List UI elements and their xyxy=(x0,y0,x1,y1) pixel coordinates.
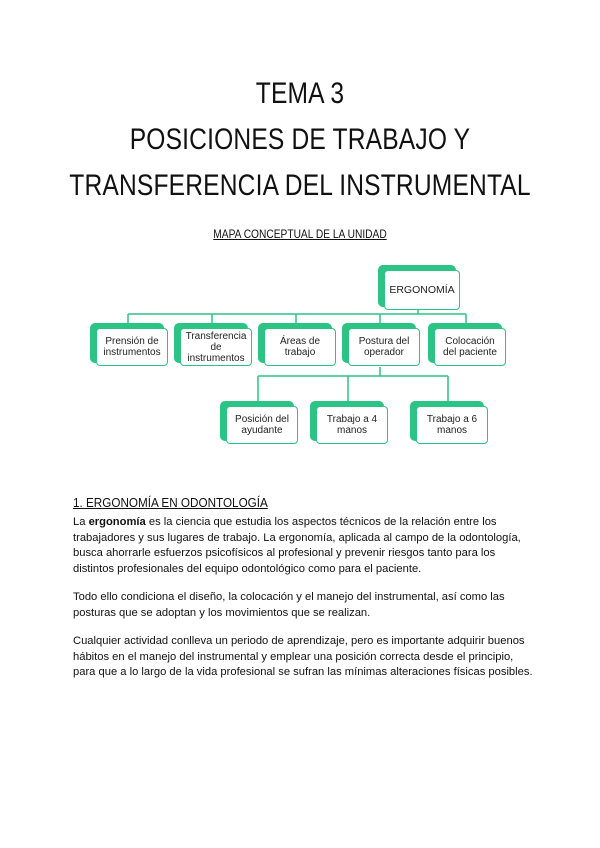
title-line-1: TEMA 3 xyxy=(255,77,345,110)
section-heading: 1. ERGONOMÍA EN ODONTOLOGÍA xyxy=(73,495,268,510)
title-line-2: POSICIONES DE TRABAJO Y xyxy=(129,123,471,156)
node-trabajo-6-label: Trabajo a 6 manos xyxy=(416,406,488,444)
paragraph-1-bold: ergonomía xyxy=(88,516,146,528)
title-line-3: TRANSFERENCIA DEL INSTRUMENTAL xyxy=(69,169,531,202)
node-colocacion-label: Colocación del paciente xyxy=(434,328,506,366)
paragraph-1 xyxy=(73,515,533,577)
node-prension-label: Prensión de instrumentos xyxy=(96,328,168,366)
node-postura-label: Postura del operador xyxy=(348,328,420,366)
node-posicion-ayudante xyxy=(220,401,300,445)
node-ergonomia-label: ERGONOMÍA xyxy=(384,270,460,310)
paragraph-1-lead: La xyxy=(73,516,89,528)
paragraph-1-rest: es la ciencia que estudia los aspectos técnicos de la relación entre los trabajadores y sus lugares de trabajo. La ergonomía, aplicada al campo de la odontología, busca ahorrarle esfuerzos psicofísicos al profesional y prevenir riesgos tanto para los distintos profesionales del equipo odontológico como para el paciente. xyxy=(73,516,521,575)
node-areas xyxy=(258,323,338,367)
node-colocacion xyxy=(428,323,508,367)
paragraph-3: Cualquier actividad conlleva un periodo de aprendizaje, pero es importante adquirir buenos hábitos en el manejo del instrumental y emplear una posición correcta desde el principio, para que a lo largo de la vida profesional se sufran las mínimas alteraciones físicas posibles. xyxy=(73,635,533,678)
node-trabajo-4 xyxy=(310,401,390,445)
node-posicion-ayudante-label: Posición del ayudante xyxy=(226,406,298,444)
node-areas-label: Áreas de trabajo xyxy=(264,328,336,366)
node-trabajo-4-label: Trabajo a 4 manos xyxy=(316,406,388,444)
node-prension xyxy=(90,323,170,367)
node-trabajo-6 xyxy=(410,401,490,445)
node-transferencia-label: Transferencia de instrumentos xyxy=(180,328,252,366)
map-title: MAPA CONCEPTUAL DE LA UNIDAD xyxy=(213,227,387,241)
paragraph-2: Todo ello condiciona el diseño, la colocación y el manejo del instrumental, así como las posturas que se adoptan y los movimientos que se realizan. xyxy=(73,591,505,619)
node-postura xyxy=(342,323,422,367)
node-ergonomia xyxy=(378,265,462,311)
node-transferencia xyxy=(174,323,254,367)
